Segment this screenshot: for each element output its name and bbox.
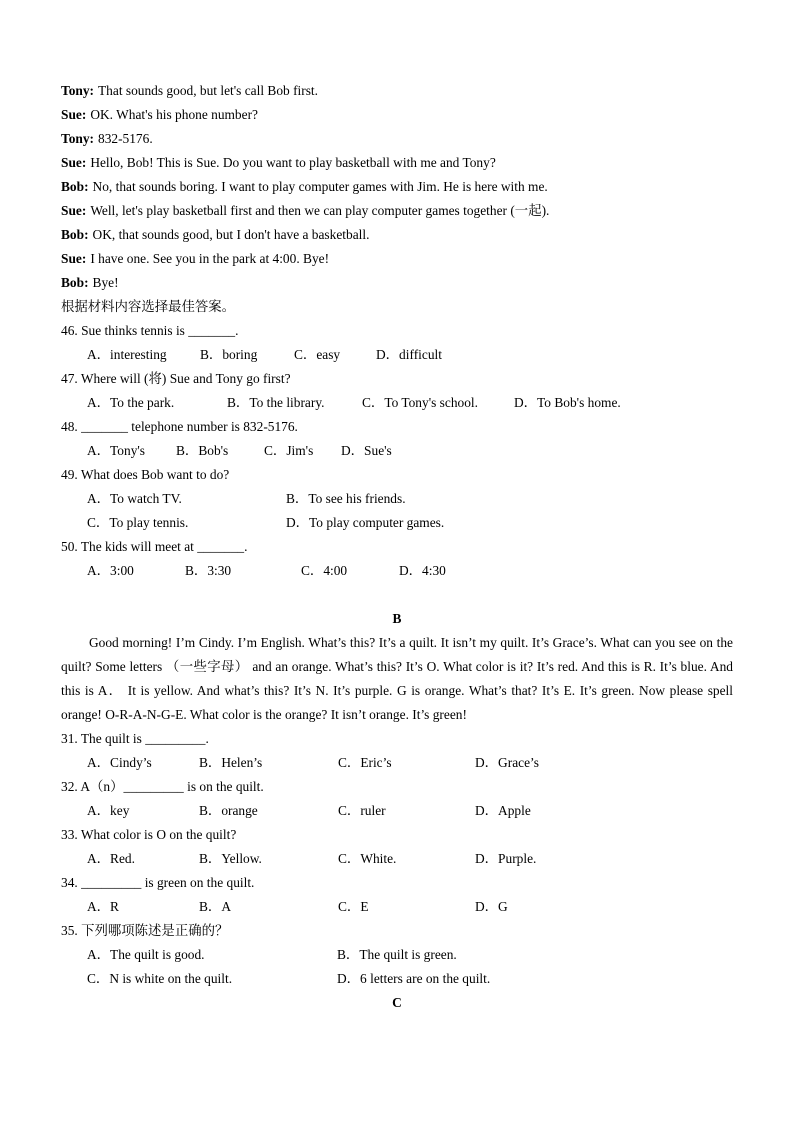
option-a[interactable]: A．To watch TV. <box>87 491 182 506</box>
option-c[interactable]: C．To play tennis. <box>87 515 189 530</box>
question-stem: 33. What color is O on the quilt? <box>61 827 237 842</box>
question-stem: 31. The quilt is _________. <box>61 731 209 746</box>
utterance: Hello, Bob! This is Sue. Do you want to play basketball with me and Tony? <box>90 155 496 170</box>
question-31 <box>61 727 733 775</box>
option-b[interactable]: B．orange <box>199 803 258 818</box>
option-b[interactable]: B．A <box>199 899 231 914</box>
option-a[interactable]: A．Cindy’s <box>87 755 152 770</box>
option-d[interactable]: D．4:30 <box>399 563 446 578</box>
utterance: OK, that sounds good, but I don't have a basketball. <box>92 227 370 242</box>
option-a[interactable]: A．3:00 <box>87 563 134 578</box>
speaker: Bob: <box>61 179 89 194</box>
dialogue-line <box>61 271 733 295</box>
option-a[interactable]: A．The quilt is good. <box>87 947 205 962</box>
options-row <box>61 799 733 823</box>
option-d[interactable]: D．Sue's <box>341 443 392 458</box>
option-c[interactable]: C．4:00 <box>301 563 348 578</box>
option-d[interactable]: D．difficult <box>376 347 442 362</box>
option-d[interactable]: D．Grace’s <box>475 755 539 770</box>
section-heading-c: C <box>392 995 402 1010</box>
options-row <box>61 559 733 583</box>
question-46 <box>61 319 733 367</box>
option-d[interactable]: D．Apple <box>475 803 531 818</box>
instruction: 根据材料内容选择最佳答案。 <box>61 299 236 314</box>
options-row <box>61 751 733 775</box>
question-stem: 46. Sue thinks tennis is _______. <box>61 323 239 338</box>
option-b[interactable]: B．3:30 <box>185 563 232 578</box>
dialogue-line <box>61 103 733 127</box>
options-row <box>61 391 733 415</box>
option-a[interactable]: A．R <box>87 899 119 914</box>
option-b[interactable]: B．The quilt is green. <box>337 947 457 962</box>
option-a[interactable]: A．key <box>87 803 130 818</box>
options-row <box>61 967 733 991</box>
utterance: 832-5176. <box>98 131 153 146</box>
speaker: Sue: <box>61 251 87 266</box>
spacer <box>61 583 733 607</box>
option-b[interactable]: B．boring <box>200 347 258 362</box>
utterance: I have one. See you in the park at 4:00. Bye! <box>90 251 330 266</box>
question-47 <box>61 367 733 415</box>
question-stem: 50. The kids will meet at _______. <box>61 539 248 554</box>
dialogue-line <box>61 223 733 247</box>
dialogue-line <box>61 247 733 271</box>
speaker: Tony: <box>61 131 94 146</box>
question-49 <box>61 463 733 535</box>
option-d[interactable]: D．Purple. <box>475 851 537 866</box>
option-b[interactable]: B．To the library. <box>227 395 325 410</box>
dialogue-line <box>61 199 733 223</box>
option-a[interactable]: A．Tony's <box>87 443 146 458</box>
question-48 <box>61 415 733 463</box>
option-b[interactable]: B．Yellow. <box>199 851 262 866</box>
question-stem: 47. Where will (将) Sue and Tony go first? <box>61 371 291 386</box>
question-35 <box>61 919 733 991</box>
question-stem: 32. A（n）_________ is on the quilt. <box>61 779 264 794</box>
dialogue-line <box>61 127 733 151</box>
speaker: Sue: <box>61 203 87 218</box>
option-d[interactable]: D．To Bob's home. <box>514 395 621 410</box>
speaker: Bob: <box>61 227 89 242</box>
options-row <box>61 943 733 967</box>
option-a[interactable]: A．To the park. <box>87 395 175 410</box>
options-row <box>61 343 733 367</box>
option-b[interactable]: B．Bob's <box>176 443 229 458</box>
question-32 <box>61 775 733 823</box>
options-row <box>61 847 733 871</box>
dialogue <box>61 79 733 295</box>
option-c[interactable]: C．N is white on the quilt. <box>87 971 233 986</box>
question-50 <box>61 535 733 583</box>
utterance: Bye! <box>92 275 119 290</box>
dialogue-line <box>61 79 733 103</box>
section-heading-b: B <box>392 611 402 626</box>
question-stem: 35. 下列哪项陈述是正确的？ <box>61 923 229 938</box>
options-row <box>61 895 733 919</box>
speaker: Bob: <box>61 275 89 290</box>
utterance: Well, let's play basketball first and then we can play computer games together (一起). <box>90 203 550 218</box>
options-row <box>61 511 733 535</box>
dialogue-line <box>61 175 733 199</box>
document-page <box>61 79 733 1015</box>
option-d[interactable]: D．To play computer games. <box>286 515 445 530</box>
utterance: That sounds good, but let's call Bob first. <box>98 83 318 98</box>
dialogue-line <box>61 151 733 175</box>
option-c[interactable]: C．To Tony's school. <box>362 395 478 410</box>
option-c[interactable]: C．E <box>338 899 369 914</box>
utterance: OK. What's his phone number? <box>90 107 258 122</box>
speaker: Sue: <box>61 107 87 122</box>
utterance: No, that sounds boring. I want to play computer games with Jim. He is here with me. <box>92 179 548 194</box>
option-d[interactable]: D．6 letters are on the quilt. <box>337 971 491 986</box>
option-c[interactable]: C．ruler <box>338 803 386 818</box>
option-d[interactable]: D．G <box>475 899 508 914</box>
question-stem: 34. _________ is green on the quilt. <box>61 875 255 890</box>
option-a[interactable]: A．Red. <box>87 851 135 866</box>
question-stem: 49. What does Bob want to do? <box>61 467 230 482</box>
question-34 <box>61 871 733 919</box>
option-b[interactable]: B．To see his friends. <box>286 491 406 506</box>
option-c[interactable]: C．easy <box>294 347 341 362</box>
speaker: Sue: <box>61 155 87 170</box>
question-stem: 48. _______ telephone number is 832-5176. <box>61 419 298 434</box>
question-33 <box>61 823 733 871</box>
speaker: Tony: <box>61 83 94 98</box>
options-row <box>61 487 733 511</box>
option-c[interactable]: C．White. <box>338 851 397 866</box>
passage-b: Good morning! I’m Cindy. I’m English. What’s this? It’s a quilt. It isn’t my quilt. It’s Grace’s. What can you see on the quilt? Some letters （一些字母） and an orange. What’s this? It’s O. What color is it? It’s red. And this is R. It’s blue. And this is A． It is yellow. And what’s this? It’s N. It’s purple. G is orange. What’s that? It’s E. It’s green. Now please spell orange! O-R-A-N-G-E. What color is the orange? It isn’t orange. It’s green! <box>61 635 733 722</box>
option-b[interactable]: B．Helen’s <box>199 755 263 770</box>
option-c[interactable]: C．Jim's <box>264 443 314 458</box>
option-c[interactable]: C．Eric’s <box>338 755 392 770</box>
options-row <box>61 439 733 463</box>
option-a[interactable]: A．interesting <box>87 347 167 362</box>
